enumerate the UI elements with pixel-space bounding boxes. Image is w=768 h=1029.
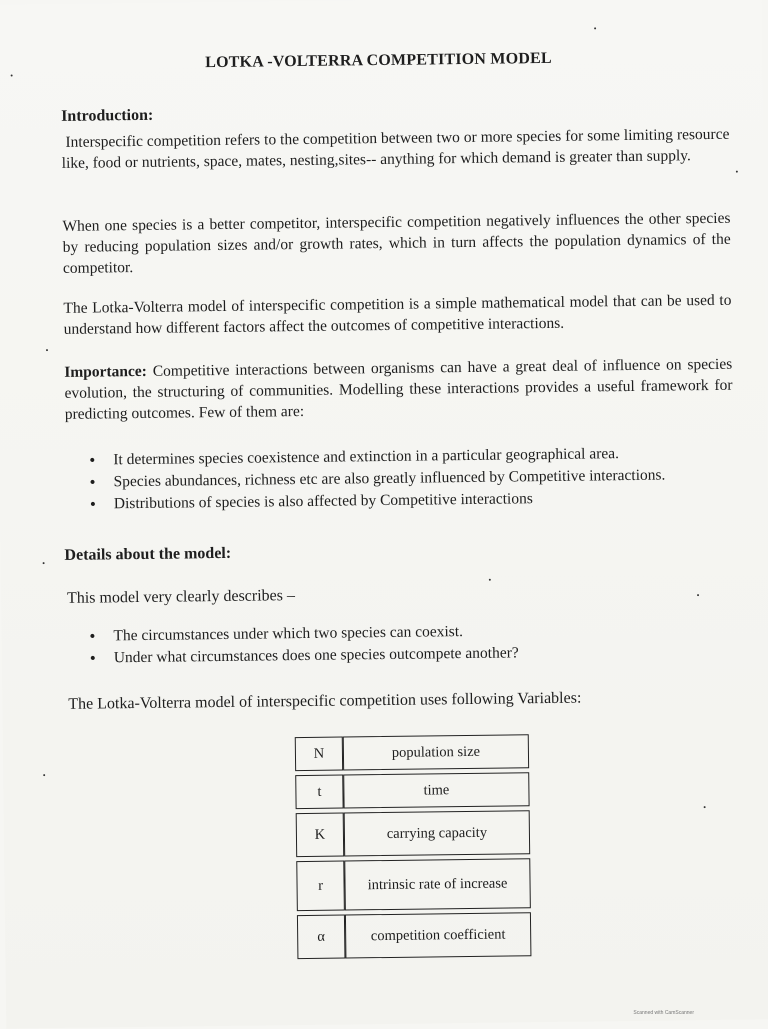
variable-symbol: N — [295, 737, 343, 772]
list-item: • Distributions of species is also affected by Competitive interactions — [90, 486, 740, 516]
scan-speck — [11, 75, 13, 77]
details-intro: This model very clearly describes – — [66, 587, 296, 607]
list-item: • It determines species coexistence and extinction in a particular geographical area. — [89, 442, 739, 472]
scan-speck — [43, 774, 45, 776]
intro-paragraph-2: When one species is a better competitor, interspecific competition negatively influences the other species by reducing population sizes and/or growth rates, which in turn affects the population dynamics of the competitor. — [62, 209, 731, 277]
variable-symbol: t — [295, 775, 343, 810]
table-row — [295, 772, 529, 809]
table-row — [297, 912, 532, 959]
scan-speck — [489, 579, 491, 581]
variable-meaning: carrying capacity — [344, 810, 531, 856]
list-item: • Species abundances, richness etc are also greatly influenced by Competitive interactions. — [89, 464, 739, 494]
scanner-watermark: Scanned with CamScanner — [633, 1010, 694, 1016]
variable-meaning: competition coefficient — [345, 912, 532, 958]
variable-meaning: time — [343, 772, 529, 808]
page-title: LOTKA -VOLTERRA COMPETITION MODEL — [205, 49, 552, 72]
importance-label: Importance: — [64, 362, 148, 381]
variable-symbol: α — [297, 915, 346, 960]
variable-meaning: population size — [343, 734, 529, 770]
table-row — [296, 858, 531, 911]
variables-intro: The Lotka-Volterra model of interspecific competition uses following Variables: — [68, 689, 582, 713]
scan-speck — [697, 594, 699, 596]
scan-speck — [704, 806, 706, 808]
list-item: • The circumstances under which two species can coexist. — [89, 618, 709, 648]
details-bullet-list — [89, 618, 709, 670]
details-heading: Details about the model: — [64, 544, 232, 564]
list-item: • Under what circumstances does one species outcompete another? — [90, 640, 710, 670]
intro-paragraph-1: Interspecific competition refers to the competition between two or more species for some limiting resource like, food or nutrients, space, mates, nesting,sites-- anything for which demand is greater than supply. — [61, 125, 730, 172]
variables-table — [295, 730, 532, 963]
intro-paragraph-3: The Lotka-Volterra model of interspecific competition is a simple mathematical model that can be used to understand how different factors affect the outcomes of competitive interactions. — [63, 291, 732, 338]
scan-speck — [594, 27, 596, 29]
importance-bullet-list — [89, 442, 740, 516]
importance-text: Competitive interactions between organisms can have a great deal of influence on species evolution, the structuring of communities. Modelling these interactions provides a useful framework for predicting outcomes. Few of them are: — [64, 355, 733, 423]
variable-meaning: intrinsic rate of increase — [344, 858, 531, 910]
scan-speck — [43, 562, 45, 564]
scan-speck — [46, 349, 48, 351]
introduction-heading: Introduction: — [61, 106, 154, 125]
table-row — [296, 810, 531, 857]
scan-speck — [736, 171, 738, 173]
variable-symbol: r — [296, 861, 345, 912]
variable-symbol: K — [296, 813, 345, 858]
importance-paragraph — [64, 354, 733, 425]
table-row — [295, 734, 529, 771]
